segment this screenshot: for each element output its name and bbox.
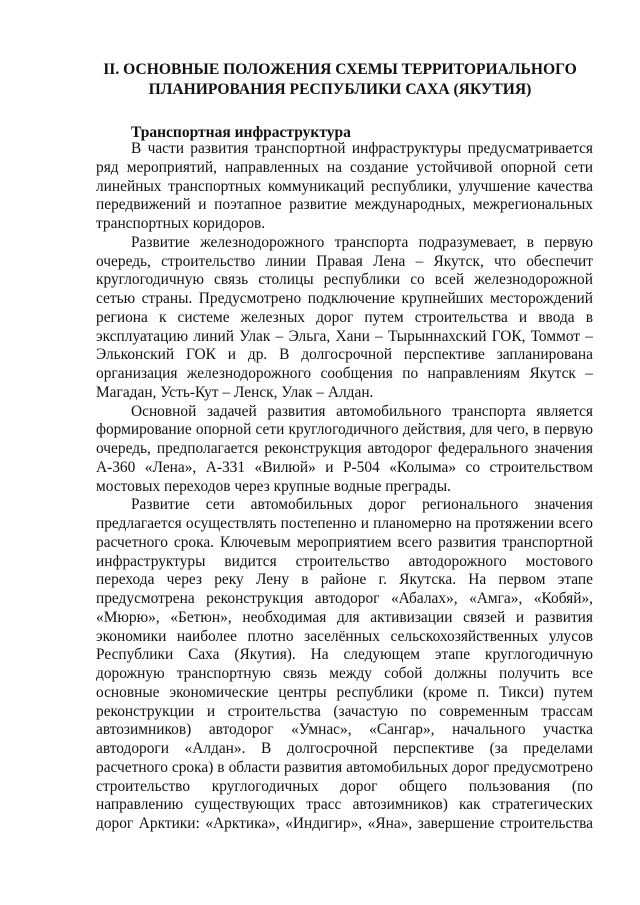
section-heading-line-1: II. ОСНОВНЫЕ ПОЛОЖЕНИЯ СХЕМЫ ТЕРРИТОРИАЛЬНОГО: [103, 61, 577, 78]
paragraph: В части развития транспортной инфраструктуры предусматривается ряд мероприятий, направленных на создание устойчивой опорной сети линейных транспортных коммуникаций республики, улучшение качества передвижений и поэтапное развитие международных, межрегиональных транспортных коридоров.: [96, 140, 593, 232]
body-text: [96, 140, 593, 834]
paragraph: Развитие железнодорожного транспорта подразумевает, в первую очередь, строительство линии Правая Лена – Якутск, что обеспечит круглогодичную связь столицы республики со всей железнодорожной сетью страны. Предусмотрено подключение крупнейших месторождений региона к системе железных дорог путем строительства и ввода в эксплуатацию линий Улак – Эльга, Хани – Тырыннахский ГОК, Томмот – Эльконский ГОК и др. В долгосрочной перспективе запланирована организация железнодорожного сообщения по направлениям Якутск – Магадан, Усть-Кут – Ленск, Улак – Алдан.: [96, 233, 593, 401]
paragraph: Основной задачей развития автомобильного транспорта является формирование опорной сети круглогодичного действия, для чего, в первую очередь, предполагается реконструкция автодорог федерального значения А-360 «Лена», А-331 «Вилюй» и Р-504 «Колыма» со строительством мостовых переходов через крупные водные преграды.: [96, 402, 593, 495]
subsection-title: Транспортная инфраструктура: [131, 124, 351, 141]
paragraph: Развитие сети автомобильных дорог регионального значения предлагается осуществлять постепенно и планомерно на протяжении всего расчетного срока. Ключевым мероприятием всего развития транспортной инфраструктуры видится строительство автодорожного мостового перехода через реку Лену в районе г. Якутска. На первом этапе предусмотрена реконструкция автодорог «Абалах», «Амга», «Кобяй», «Мюрю», «Бетюн», необходимая для активизации связей и развития экономики наиболее плотно заселённых сельскохозяйственных улусов Республики Саха (Якутия). На следующем этапе круглогодичную дорожную транспортную связь между собой должны получить все основные экономические центры республики (кроме п. Тикси) путем реконструкции и строительства (зачастую по современным трассам автозимников) автодорог «Умнас», «Сангар», начального участка автодороги «Алдан». В долгосрочной перспективе (за пределами расчетного срока) в области развития автомобильных дорог предусмотрено строительство круглогодичных дорог общего пользования (по направлению существующих трасс автозимников) как стратегических дорог Арктики: «Арктика», «Индигир», «Яна», завершение строительства: [96, 496, 593, 832]
section-heading: [96, 60, 584, 100]
section-heading-line-2: ПЛАНИРОВАНИЯ РЕСПУБЛИКИ САХА (ЯКУТИЯ): [148, 81, 532, 98]
